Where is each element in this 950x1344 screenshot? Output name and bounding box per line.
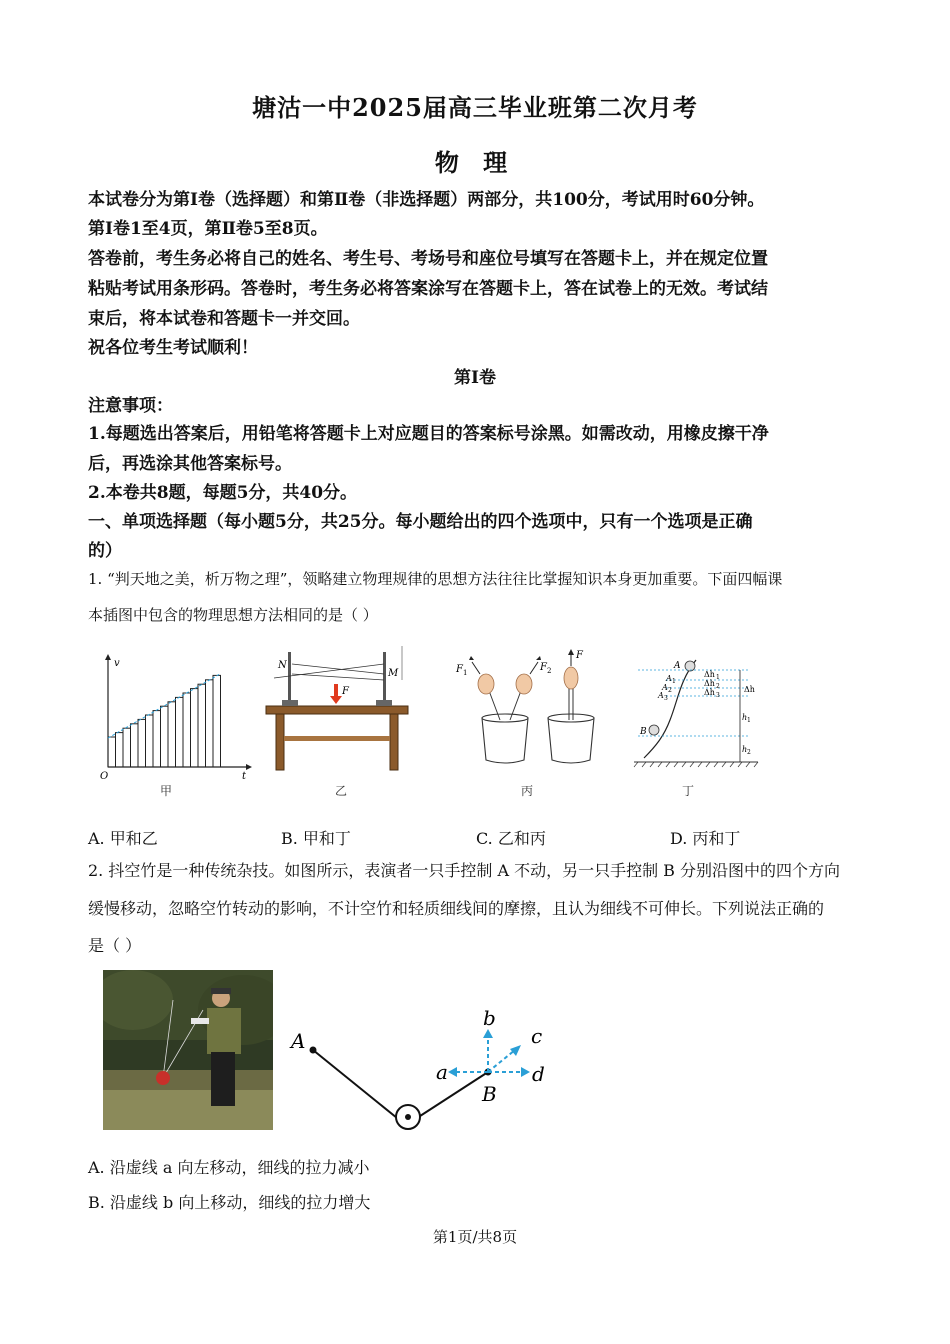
part-heading-a: 一、单项选择题（每小题5分，共25分。每小题给出的四个选项中，只有一个选项是正确 bbox=[88, 512, 753, 532]
intro-line-4: 粘贴考试用条形码。答卷时，考生务必将答案涂写在答题卡上，答在试卷上的无效。考试结 bbox=[88, 279, 768, 299]
dir-b-label: b bbox=[483, 1006, 496, 1030]
q2-option-a[interactable]: A. 沿虚线 a 向左移动，细线的拉力减小 bbox=[88, 1158, 370, 1177]
caption-ding: 丁 bbox=[682, 784, 695, 798]
step-bar bbox=[176, 697, 184, 767]
q1-option-b[interactable]: B. 甲和丁 bbox=[281, 829, 351, 848]
step-bar bbox=[168, 702, 176, 767]
step-bar bbox=[183, 693, 191, 767]
q1-option-a[interactable]: A. 甲和乙 bbox=[88, 829, 158, 848]
label-dh2-sub: 2 bbox=[716, 683, 720, 690]
dir-c-label: c bbox=[531, 1024, 543, 1048]
intro-line-2: 第Ⅰ卷1至4页，第Ⅱ卷5至8页。 bbox=[88, 219, 328, 239]
label-A3-sub: 3 bbox=[664, 695, 668, 702]
q2-line-2: 缓慢移动，忽略空竹转动的影响，不计空竹和轻质细线间的摩擦，且认为细线不可伸长。下列说法正确的 bbox=[88, 899, 825, 918]
step-bar bbox=[146, 715, 154, 767]
q1-option-d[interactable]: D. 丙和丁 bbox=[670, 829, 741, 848]
label-F1: F bbox=[456, 664, 463, 675]
step-bar bbox=[191, 689, 199, 767]
label-A2: A bbox=[662, 683, 668, 692]
caption-jia: 甲 bbox=[160, 784, 173, 798]
q2-line-1: 2. 抖空竹是一种传统杂技。如图所示，表演者一只手控制 A 不动，另一只手控制 B 分别沿图中的四个方向 bbox=[88, 861, 841, 880]
figure-bing-buckets bbox=[452, 648, 612, 773]
label-h2: h bbox=[742, 745, 748, 754]
note-1b: 后，再选涂其他答案标号。 bbox=[88, 454, 292, 474]
origin-label: O bbox=[100, 771, 109, 782]
page-footer: 第1页/共8页 bbox=[432, 1228, 518, 1246]
label-A: A bbox=[674, 661, 681, 671]
intro-line-6: 祝各位考生考试顺利！ bbox=[88, 338, 258, 358]
subject-title: 物 理 bbox=[434, 148, 516, 177]
caption-yi: 乙 bbox=[335, 784, 348, 798]
intro-line-5: 束后，将本试卷和答题卡一并交回。 bbox=[88, 309, 360, 329]
point-A-label: A bbox=[291, 1029, 306, 1053]
note-1a: 1.每题选出答案后，用铅笔将答题卡上对应题目的答案标号涂黑。如需改动，用橡皮擦干净 bbox=[88, 424, 769, 444]
step-bars bbox=[108, 675, 221, 767]
label-A3: A bbox=[658, 691, 664, 700]
q2-option-b[interactable]: B. 沿虚线 b 向上移动，细线的拉力增大 bbox=[88, 1193, 371, 1212]
label-dh1-sub: 1 bbox=[716, 674, 720, 681]
figure-jia-vt-graph bbox=[96, 652, 256, 782]
point-B-label: B bbox=[482, 1082, 497, 1106]
label-h2-sub: 2 bbox=[747, 749, 751, 756]
intro-line-1: 本试卷分为第Ⅰ卷（选择题）和第Ⅱ卷（非选择题）两部分，共100分，考试用时60分钟。 bbox=[88, 190, 765, 210]
step-bar bbox=[206, 680, 214, 767]
q2-line-3: 是（ ） bbox=[88, 936, 142, 955]
label-A1-sub: 1 bbox=[672, 678, 676, 685]
dir-d-label: d bbox=[532, 1062, 545, 1086]
step-bar bbox=[198, 684, 206, 767]
label-N: N bbox=[278, 660, 287, 671]
label-dh3: Δh bbox=[704, 688, 715, 697]
label-dh1: Δh bbox=[704, 670, 715, 679]
dir-a-label: a bbox=[436, 1060, 448, 1084]
label-B: B bbox=[640, 727, 647, 737]
intro-line-3: 答卷前，考生务必将自己的姓名、考生号、考场号和座位号填写在答题卡上，并在规定位置 bbox=[88, 249, 768, 269]
step-bar bbox=[131, 724, 139, 767]
page-title: 塘沽一中2025届高三毕业班第二次月考 bbox=[252, 93, 698, 122]
diabolo-diagram bbox=[285, 1000, 555, 1135]
note-2: 2.本卷共8题，每题5分，共40分。 bbox=[88, 483, 358, 503]
label-F: F bbox=[576, 650, 583, 661]
step-bar bbox=[161, 706, 169, 767]
ground-hatch bbox=[634, 762, 758, 767]
t-axis-label: t bbox=[242, 771, 247, 782]
figure-yi-table-mirror bbox=[262, 640, 422, 775]
step-bar bbox=[123, 728, 131, 767]
label-dh2: Δh bbox=[704, 679, 715, 688]
part-heading-b: 的） bbox=[88, 541, 122, 561]
label-F1-sub: 1 bbox=[463, 669, 468, 677]
v-axis-label: v bbox=[114, 658, 120, 669]
label-dh3-sub: 3 bbox=[716, 692, 720, 699]
step-bar bbox=[138, 719, 146, 767]
section-title: 第Ⅰ卷 bbox=[454, 368, 496, 388]
q1-option-c[interactable]: C. 乙和丙 bbox=[476, 829, 546, 848]
label-A2-sub: 2 bbox=[668, 687, 672, 694]
q1-line-1: 1. “判天地之美，析万物之理”，领略建立物理规律的思想方法往往比掌握知识本身更加重要。下面四幅课 bbox=[88, 570, 783, 588]
step-bar bbox=[213, 675, 221, 767]
label-h1: h bbox=[742, 713, 748, 722]
label-F2-sub: 2 bbox=[547, 667, 552, 675]
notes-title: 注意事项： bbox=[88, 396, 173, 416]
step-bar bbox=[108, 737, 116, 767]
performer-photo bbox=[103, 970, 273, 1130]
label-M: M bbox=[388, 668, 399, 679]
step-bar bbox=[116, 733, 124, 767]
label-h1-sub: 1 bbox=[747, 717, 751, 724]
label-F2: F bbox=[540, 662, 547, 673]
label-A1: A bbox=[666, 674, 672, 683]
label-F-yi: F bbox=[342, 686, 349, 697]
caption-bing: 丙 bbox=[521, 784, 534, 798]
label-dh: Δh bbox=[744, 685, 755, 694]
figure-ding-curve bbox=[630, 650, 765, 775]
q1-line-2: 本插图中包含的物理思想方法相同的是（ ） bbox=[88, 606, 378, 624]
step-bar bbox=[153, 711, 161, 767]
